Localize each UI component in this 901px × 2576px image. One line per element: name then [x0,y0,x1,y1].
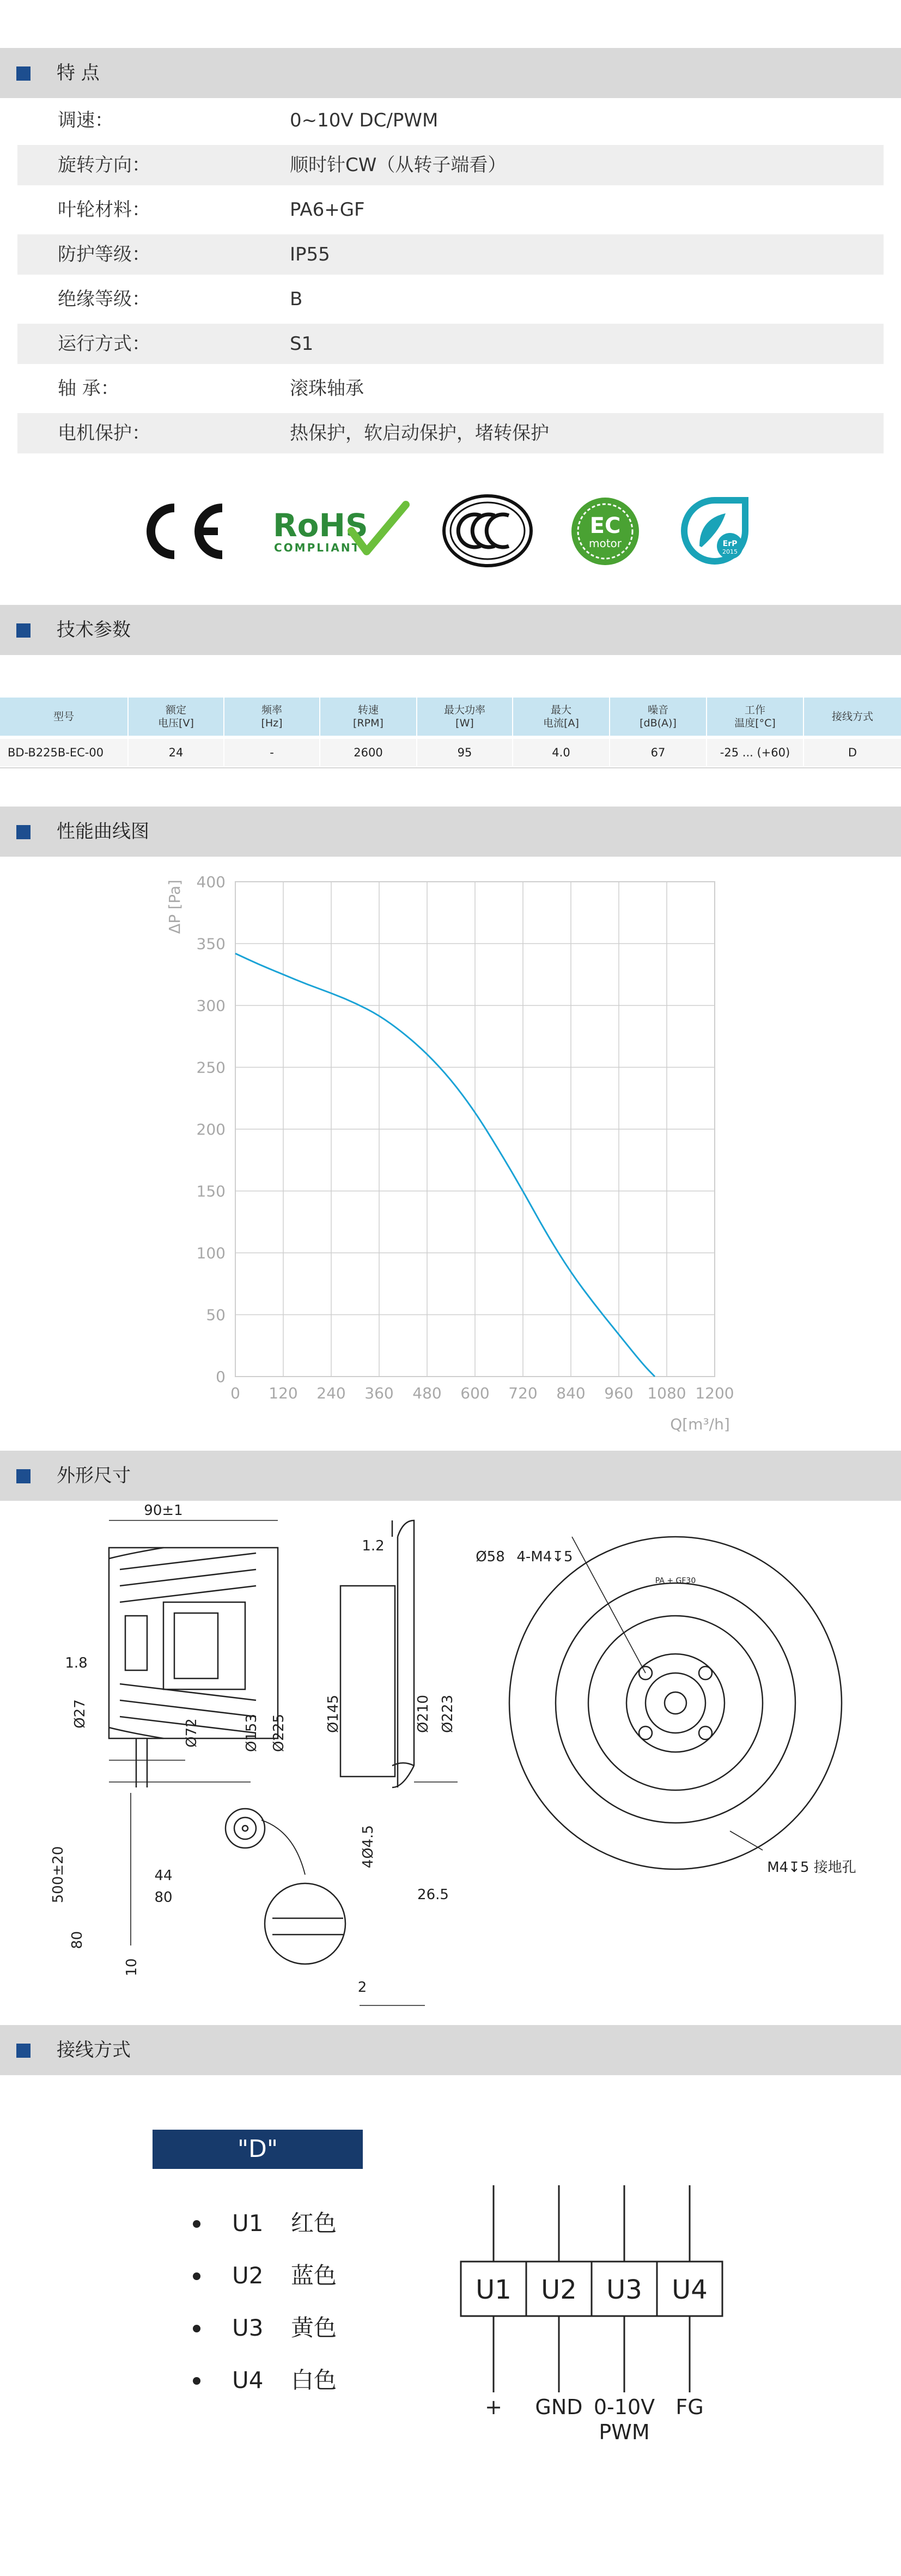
feature-row [17,413,884,453]
section-title: 性能曲线图 [57,821,149,842]
x-tick-label: 1080 [647,1384,686,1402]
front-outer-circle [509,1537,842,1869]
feature-value: 滚珠轴承 [290,378,364,399]
wire-color: 黄色 [291,2314,337,2341]
wire-color: 白色 [291,2367,337,2393]
bullet-icon [193,2377,200,2385]
dim-text: 80 [154,1889,173,1906]
spec-cell: 95 [417,739,513,766]
feature-key: 电机保护： [58,422,150,444]
x-tick-label: 360 [364,1384,394,1402]
feature-key: 绝缘等级： [58,288,150,310]
erp-text: ErP [722,540,738,548]
terminal-signal-label: 0-10V PWM [593,2395,655,2444]
dim-text: 10 [124,1958,140,1977]
x-tick-label: 0 [230,1384,240,1402]
pressure-flow-curve [235,954,655,1377]
wire-code: U2 [232,2262,264,2289]
spec-header-cell: 工作 温度[°C] [707,698,804,736]
section-marker-icon [16,1469,31,1483]
y-tick-label: 100 [196,1244,226,1262]
section-marker-icon [16,2044,31,2058]
feature-value: 热保护，软启动保护，堵转保护 [290,422,549,444]
y-tick-label: 150 [196,1182,226,1201]
y-axis-label: ΔP [Pa] [166,880,184,934]
dim-text: 44 [154,1868,173,1884]
spec-header-cell: 噪音 [dB(A)] [610,698,707,736]
feature-row [17,324,884,364]
wiring-diagram-label: "D" [153,2130,363,2169]
spec-cell: 67 [610,739,707,766]
wire-color: 红色 [291,2210,337,2236]
spec-cell: - [224,739,320,766]
spec-header-cell: 型号 [0,698,129,736]
x-tick-label: 600 [460,1384,490,1402]
feature-value: S1 [290,333,314,355]
motor-stub-outline [125,1616,147,1670]
dim-text: 2 [357,1979,367,1996]
rohs-text: RoHS [273,507,368,544]
hub-outline [163,1602,245,1689]
y-tick-label: 300 [196,997,226,1015]
dim-text: 80 [69,1931,86,1949]
x-tick-label: 1200 [695,1384,734,1402]
section-title: 接线方式 [57,2039,131,2061]
wiring-section-header [0,2025,901,2075]
wire-color: 蓝色 [291,2262,337,2289]
spec-header-cell: 额定 电压[V] [129,698,224,736]
spec-table-header [0,698,901,736]
table-divider [0,767,901,768]
terminal-label: U3 [606,2275,642,2305]
section-marker-icon [16,623,31,638]
feature-key: 运行方式： [58,333,150,355]
dim-text: PA + GF30 [655,1577,696,1585]
terminal-signal-label: + [485,2395,502,2419]
features-section-header [0,48,901,98]
ce-logo [136,496,229,567]
dim-text: M4↧5 接地孔 [767,1859,856,1876]
x-tick-label: 720 [508,1384,538,1402]
curve-section-header [0,807,901,857]
dim-text: Ø145 [325,1694,342,1734]
terminal-label: U2 [541,2275,577,2305]
erp-logo [678,494,752,568]
y-tick-label: 50 [206,1306,226,1324]
spec-cell: 2600 [320,739,417,766]
feature-row [17,190,884,230]
dim-text: Ø210 [415,1694,431,1734]
ec-text: EC [589,513,621,538]
dim-text: Ø27 [72,1699,88,1729]
dim-text: Ø4.5 [360,1825,376,1859]
feature-row [17,234,884,275]
x-tick-label: 960 [604,1384,634,1402]
dim-text: Ø225 [271,1713,287,1753]
feature-key: 叶轮材料： [58,199,150,221]
terminal-diagram [458,2180,741,2452]
wire-code: U3 [232,2314,264,2341]
x-axis-ticks [230,1384,734,1402]
feature-value: B [290,288,303,310]
spec-header-cell: 转速 [RPM] [320,698,417,736]
wire-code: U4 [232,2367,264,2393]
y-tick-label: 350 [196,935,226,953]
dim-text: 4-M4↧5 [516,1549,573,1565]
specs-section-header [0,605,901,655]
spec-header-cell: 频率 [Hz] [224,698,320,736]
dim-text: Ø58 [476,1549,505,1565]
feature-key: 调速： [58,110,113,131]
x-tick-label: 120 [269,1384,298,1402]
dim-width: 90±1 [144,1504,183,1519]
spec-header-cell: 接线方式 [831,711,873,723]
y-axis-ticks [197,873,226,1386]
terminal-label: U1 [476,2275,512,2305]
rohs-logo [270,497,411,562]
bullet-icon [193,2220,200,2228]
y-tick-label: 250 [196,1058,226,1077]
feature-value: 0~10V DC/PWM [290,110,439,131]
rohs-sub-text: COMPLIANT [274,541,361,554]
x-tick-label: 240 [316,1384,346,1402]
spec-cell: 4.0 [513,739,610,766]
dimensions-section-header [0,1451,901,1501]
terminal-signal-label: FG [675,2395,704,2419]
feature-row [17,145,884,185]
y-tick-label: 0 [216,1368,226,1386]
performance-chart [163,866,763,1450]
feature-row [17,279,884,319]
dim-text: 26.5 [417,1887,449,1903]
ec-motor-logo [570,496,641,567]
feature-row [17,100,884,141]
erp-year-text: 2015 [722,548,738,555]
feature-value: PA6+GF [290,199,365,221]
ccc-logo [441,493,534,569]
section-marker-icon [16,66,31,81]
spec-cell-model: BD-B225B-EC-00 [0,739,129,766]
dimension-drawing [0,1504,901,2016]
section-title: 外形尺寸 [57,1465,131,1487]
feature-key: 轴 承： [58,378,119,399]
section-title: 技术参数 [57,619,131,641]
x-tick-label: 840 [556,1384,586,1402]
dim-text: Ø153 [243,1713,260,1753]
dim-text: 1.8 [65,1655,88,1671]
profile-outline [340,1586,395,1777]
feature-value: 顺时针CW（从转子端看） [290,154,507,176]
dim-text: Ø223 [440,1694,456,1734]
spec-cell: -25 ... (+60) [707,739,804,766]
detail-circle [265,1883,345,1964]
spec-cell: D [848,746,857,759]
ec-sub-text: motor [588,537,622,550]
bullet-icon [193,2325,200,2332]
bullet-icon [193,2272,200,2280]
spec-header-cell: 最大功率 [W] [417,698,513,736]
feature-key: 防护等级： [58,244,150,265]
table-row [0,739,901,766]
x-tick-label: 480 [412,1384,442,1402]
y-tick-label: 400 [196,873,226,891]
feature-row [17,368,884,409]
section-title: 特 点 [57,62,100,84]
terminal-label: U4 [672,2275,708,2305]
spec-header-cell: 最大 电流[A] [513,698,610,736]
dim-text: Ø72 [184,1718,200,1748]
y-tick-label: 200 [196,1120,226,1138]
wire-code: U1 [232,2210,264,2236]
chart-grid [235,882,715,1377]
feature-key: 旋转方向： [58,154,150,176]
dim-text: 500±20 [50,1846,66,1904]
x-axis-label: Q[m³/h] [670,1415,730,1433]
spec-cell: 24 [129,739,224,766]
dim-text: 1.2 [362,1538,385,1554]
section-marker-icon [16,825,31,839]
terminal-signal-label: GND [535,2395,583,2419]
impeller-outline [109,1548,278,1738]
dim-text: 4 [360,1859,376,1869]
feature-value: IP55 [290,244,330,265]
